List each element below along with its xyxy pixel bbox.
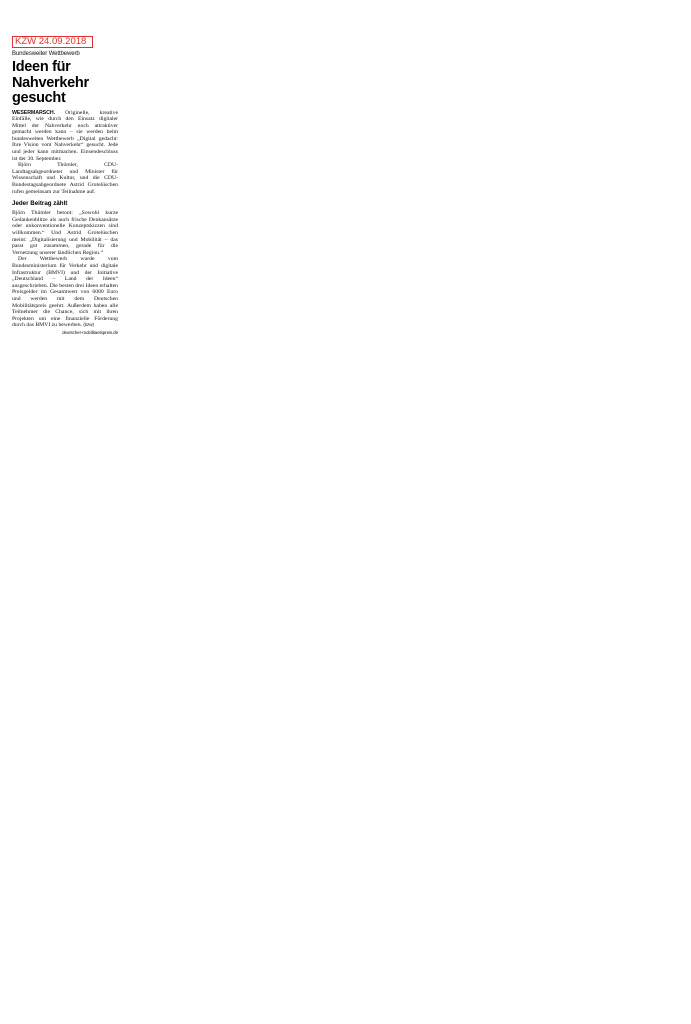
article-paragraph-text: Der Wettbewerb wurde vom Bundesministerium für Verkehr und digitale Infrastruktur (BMVI) und der Initiative „Deutschland – Land der Ideen“ ausgeschrieben. Die besten drei Ideen erhalten Preisgelder im Gesamtwert von 6000 Euro und werden mit dem Deutschen Mobilitätspreis geehrt. Außerdem haben alle Teilnehmer die Chance, sich mit ihren Projekten um eine finanzielle Förderung durch das BMVI zu bewerben.: [12, 256, 118, 329]
article-paragraph: Björn Thümler, CDU-Landtagsabgeordneter und Minister für Wissenschaft und Kultur, und die CDU-Bundestagsabgeordnete Astrid Grotelüschen rufen gemeinsam zur Teilnahme auf.: [12, 162, 118, 195]
article-clipping: [12, 31, 118, 337]
author-signature: (kzw): [83, 322, 94, 328]
article-paragraph: Björn Thümler betont: „Sowohl kurze Gedankenblitze als auch frische Denkansätze oder unkonventionelle Konzeptskizzen sind willkommen.“ Und Astrid Grotelüschen meint: „Digitalisierung und Mobilität – das passt gut zusammen, gerade für die Vernetzung unserer ländlichen Region.“: [12, 210, 118, 256]
article-paragraph: [12, 110, 118, 163]
article-paragraph: [12, 256, 118, 335]
article-kicker: Bundesweiter Wettbewerb: [12, 51, 80, 57]
source-url: deutscher-mobilitaetspreis.de: [62, 329, 118, 335]
article-subhead: Jeder Beitrag zählt: [12, 200, 68, 208]
article-headline: Ideen für Nahverkehr gesucht: [12, 59, 89, 106]
article-body: [12, 109, 118, 335]
article-dateline: WESERMARSCH.: [12, 109, 55, 116]
date-stamp: KZW 24.09.2018: [12, 36, 93, 48]
article-paragraph-text: Originelle, kreative Einfälle, wie durch den Einsatz digitaler Mittel der Nahverkehr noch attraktiver gemacht werden kann – sie werden beim bundesweiten Wettbewerb „Digital gedacht: Ihre Vision vom Nahverkehr“ gesucht. Jede und jeder kann mitmachen. Einsendeschluss ist der 30. September.: [12, 109, 118, 162]
